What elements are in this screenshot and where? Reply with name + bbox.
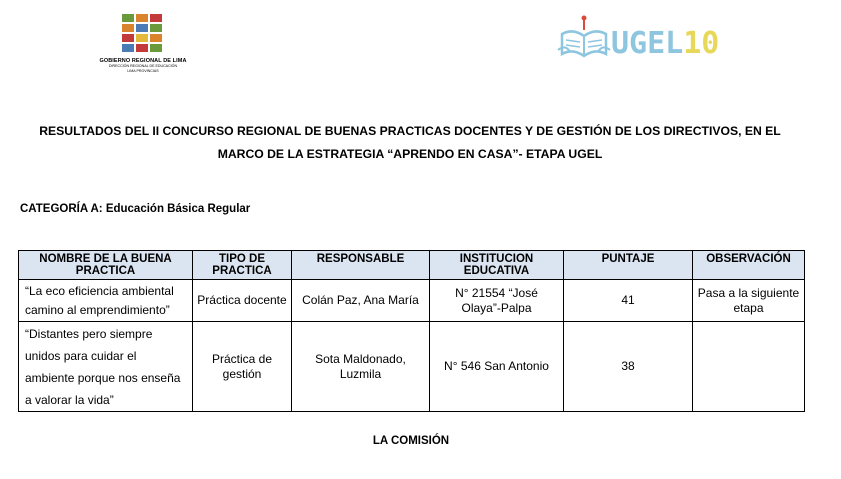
cell-responsible: Colán Paz, Ana María <box>292 280 430 322</box>
ugel-brand-number: 10 <box>683 26 720 61</box>
ugel-brand-word: UGEL <box>611 26 684 61</box>
table-row <box>19 280 805 322</box>
header-type: TIPO DE PRACTICA <box>193 251 292 280</box>
header-observation: OBSERVACIÓN <box>693 251 805 280</box>
cell-practice-type: Práctica docente <box>193 280 292 322</box>
title-line1: RESULTADOS DEL II CONCURSO REGIONAL DE BUENAS PRACTICAS DOCENTES Y DE GESTIÓN DE LOS DIRECTIVOS, EN EL <box>39 124 781 138</box>
table-header-row <box>19 251 805 280</box>
gobierno-regional-emblem-icon <box>120 12 166 56</box>
cell-score: 38 <box>564 322 693 412</box>
gobierno-regional-logo <box>88 12 198 92</box>
org-sub-line2: LIMA PROVINCIAS <box>127 68 159 73</box>
header-score: PUNTAJE <box>564 251 693 280</box>
category-label: CATEGORÍA A: Educación Básica Regular <box>20 203 251 215</box>
cell-responsible: Sota Maldonado, Luzmila <box>292 322 430 412</box>
document-title <box>10 120 810 166</box>
org-sub-line1: DIRECCIÓN REGIONAL DE EDUCACIÓN <box>108 64 178 68</box>
ugel-brand-text <box>611 26 719 61</box>
cell-practice-type: Práctica de gestión <box>193 322 292 412</box>
header-responsible: RESPONSABLE <box>292 251 430 280</box>
cell-institution: N° 21554 “José Olaya”-Palpa <box>430 280 564 322</box>
cell-practice-name: “La eco eficiencia ambiental camino al emprendimiento” <box>19 280 193 322</box>
results-table <box>18 250 805 412</box>
open-book-icon <box>556 14 612 60</box>
header-name: NOMBRE DE LA BUENA PRACTICA <box>19 251 193 280</box>
title-line2: MARCO DE LA ESTRATEGIA “APRENDO EN CASA”- ETAPA UGEL <box>217 147 603 161</box>
commission-signature: LA COMISIÓN <box>372 435 450 447</box>
cell-institution: N° 546 San Antonio <box>430 322 564 412</box>
header-institution: INSTITUCION EDUCATIVA <box>430 251 564 280</box>
table-row <box>19 322 805 412</box>
org-name: GOBIERNO REGIONAL DE LIMA <box>99 58 187 64</box>
cell-score: 41 <box>564 280 693 322</box>
ugel-logo <box>556 14 741 64</box>
cell-observation: Pasa a la siguiente etapa <box>693 280 805 322</box>
cell-practice-name: “Distantes pero siempre unidos para cuidar el ambiente porque nos enseña a valorar la vida” <box>19 322 193 412</box>
cell-observation <box>693 322 805 412</box>
